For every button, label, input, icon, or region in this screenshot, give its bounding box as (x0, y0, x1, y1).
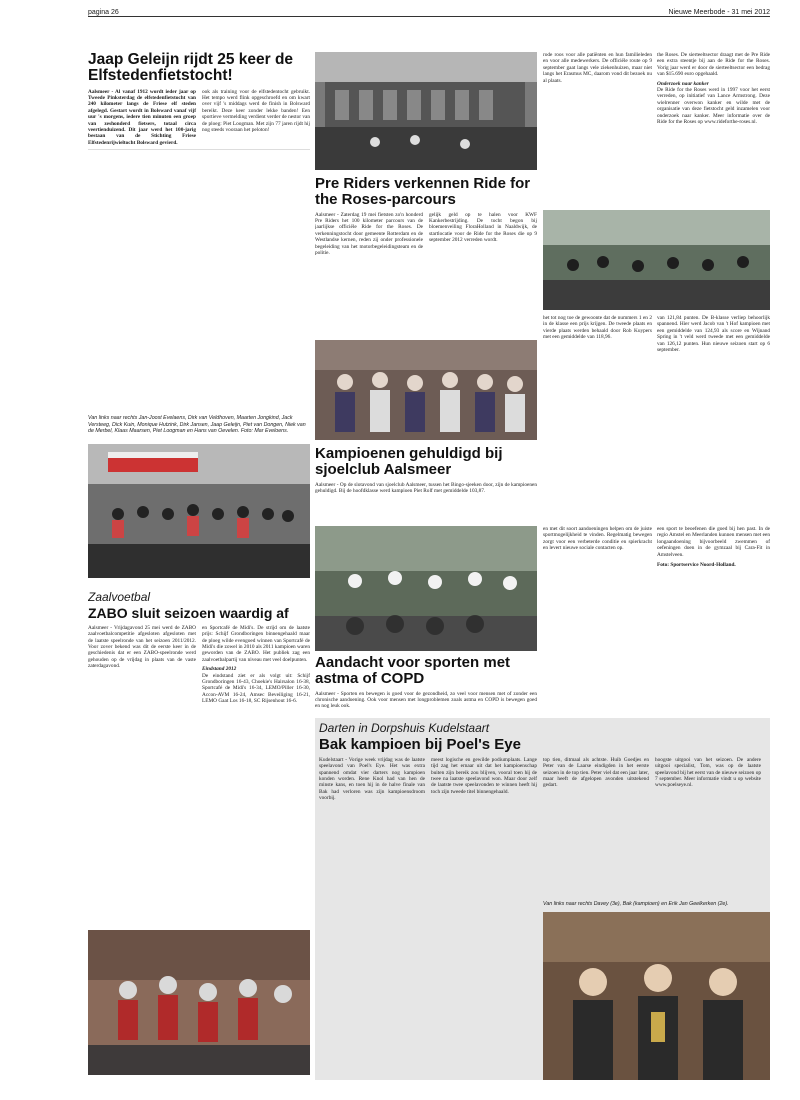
zabo-standings: De eindstand ziet er als volgt uit: Schijf Grondboringen 16-43, Choekie's Hairsalon 16-38, Sportcafé de Midi's 16-34, LEMO/Piller 16-30, Accon-AVM 16-24, Amsec Beveiliging 16-21, LEMO Gaat Los 16-18, SC Rijsenhout 16-6. (202, 672, 310, 705)
darts-caption-box (543, 896, 770, 910)
zabo-column-1: Aalsmeer - Vrijdagavond 25 mei werd de ZABO zaalvoetbalcompetitie afgesloten afgesloten met de laatste speelronde van het seizoen 2011/2012. Voor zover bekend was dit de eerste keer in de geschiedenis dat er een ZABO-speelronde werd gehouden op de vrijdag in plaats van de vaste zaterdagavond. (88, 624, 196, 670)
darts-winners-graphic (543, 912, 770, 1080)
darts-column-2: meest logische en gewilde podiumplaats. Lange tijd zag het ernaar uit dat het kampioenschap buiten zijn bereik zou blijven, vooral toen hij de twee na laatste speelavond won. Maar door zelf de laatste twee speelavonden te winnen heeft hij toch zijn tweede titel binnengehaald. (431, 756, 537, 795)
article-sjoel (315, 446, 537, 526)
darts-section-label: Darten in Dorpshuis Kudelstaart (319, 721, 490, 735)
photo-zabo-team (88, 930, 310, 1075)
riders-column-3: rode roos voor alle patiënten en hun familieleden en voor alle medewerkers. De officiële route op 9 september gaat langs vele ziekenhuizen, maar niet langs het Erasmus MC, daarom vond dit bezoek nu al plaats. (543, 52, 652, 84)
sjoel-column-4-box (657, 315, 770, 520)
sjoel-column-1: Aalsmeer - Op de slotavond van sjoelclub Aalsmeer, tussen het Bingo-sjeeken door, zijn de kampioenen gehuldigd. Bij de hoofdklasse werd kampioen Piet Rolf met gemiddelde 103,87. (315, 481, 537, 494)
copd-column-4: een sport te beoefenen die goed bij hen past. In de regio Amstel en Meerlanden kunnen mensen met een longaandoening bijvoorbeeld zwemmen of oefeningen doen in de gymzaal bij Cara-Fit in Amstelveen. (657, 526, 770, 558)
sjoel-headline: Kampioenen gehuldigd bij sjoelclub Aalsmeer (315, 446, 503, 478)
photo-sjoel-champions (315, 340, 537, 440)
darts-column-4: hoogste uitgooi van het seizoen. De andere uitgooi specialist, Tom, was op de laatste speelavond bij het eerst van de nieuwe seizoen op 7 september. Meer informatie vindt u op website www.poelseye.nl. (655, 756, 761, 789)
darts-headline: Bak kampioen bij Poel's Eye (319, 736, 521, 753)
photo-cyclists-group (88, 444, 310, 578)
copd-cycling-graphic (315, 526, 537, 651)
geleijn-headline: Jaap Geleijn rijdt 25 keer de Elfstedenfietstocht! (88, 52, 294, 85)
photo-darts-winners (543, 912, 770, 1080)
copd-photo-credit: Foto: Sportservice Noord-Holland. (657, 562, 736, 569)
photo-copd-cycling (315, 526, 537, 651)
riders-headline: Pre Riders verkennen Ride for the Roses-parcours (315, 176, 531, 208)
geleijn-column-2: ook als training voor de elfstedentocht gebruikt. Het tempo werd flink opgeschroefd en om kwart over vijf 's middags werd de finish in Bolsward bereikt. Deze keer zonder lekke banden! Een sportieve vermelding verdient verder de nestor van de ploeg: Piet Loogman. Met zijn 77 jaren rijdt hij nog steeds vooraan het peloton! (202, 88, 310, 133)
geleijn-caption: Van links naar rechts Jan-Joost Evelaens, Dirk van Veldhoven, Maarten Jongkind, Jack Versteeg, Dick Kuin, Monique Hutzink, Dirk Jansen, Jaap Geleijn, Piet van Dongen, Niek van de Merbel, Klaas Maarsen, Piet Loogman en Hans van Oevelen. Foto: Mar Eveloens. (88, 415, 306, 434)
sjoel-column-4: van 121,84 punten. De B-klasse verliep behoorlijk spannend. Hier werd Jacob van 't Hof kampioen met een gemiddelde van 124,93 als score en Wijnand Spring in 't veld werd tweede met een gemiddelde van 126,12 punten. Hun nieuwe seizoen start op 6 september. (657, 315, 770, 354)
riders-column-4: the Roses. De sierteeltsector draagt met de Pre Ride een extra steentje bij aan de Ride for the Roses. Vorig jaar werd er door de sierteeltsector een bedrag van $15.690 euro opgehaald. (657, 52, 770, 78)
copd-headline: Aandacht voor sporten met astma of COPD (315, 655, 511, 687)
zabo-column-2: en Sportcafé de Midi's. De strijd om de laatste prijs: Schijf Grondboringen binnengehaald maar de ploeg wilde evengoed winnen van Sportcafé de Midi's die zowel in 2010 als 2011 kampioen waren geworden van de ZABO. Het publiek zag een zaalvoetbalpartij van niveau met veel doelpunten. (202, 624, 310, 663)
cyclists-photo-graphic (88, 444, 310, 578)
riders-column-1: Aalsmeer - Zaterdag 19 mei fietsten zo'n honderd Pre Riders het 100 kilometer parcours van de jaarlijkse officiële Ride for the Roses. De verkenningstocht door gemeente Rotterdam en de Westlandse kernen, reden zij onder professionele begeleiding van het motorbegeleidingsteam en de politie. (315, 211, 423, 256)
copd-column-3: en met dit soort aandoeningen helpen om de juiste sportmogelijkheid te vinden. Regelmatig bewegen zorgt voor een verbeterde conditie en spierkracht en levert nieuwe sociale contacten op. (543, 526, 652, 552)
geleijn-caption-box (88, 410, 310, 440)
riders-column-3-box (543, 52, 652, 202)
newspaper-date: Nieuwe Meerbode - 31 mei 2012 (668, 9, 770, 16)
riders-start-graphic (543, 210, 770, 310)
sjoel-column-3-box (543, 315, 652, 520)
riders-column-4b: De Ride for the Roses werd in 1997 voor het eerst verreden, op initiatief van Lance Armstrong. Deze wielrenner overwon kanker en wilde met de organisatie van deze fietstocht geld inzamelen voor onderzoek naar kanker. Meer informatie over de Ride for the Roses op www.rideforthe-roses.nl. (657, 87, 770, 126)
darts-column-3: top tien, ditmaal als achtste. Huib Goedjes en Peter van de Laarse eindigden in het eerste seizoen in de top tien. Peter viel dat een jaar later, maar heeft de afgelopen avonden uitstekend gedart. (543, 756, 649, 789)
riders-column-2: gelijk geld op te halen voor KWF Kankerbestrijding. De tocht begon bij bloemenveiling FloraHolland in Naaldwijk, de startlocatie voor de Ride for the Roses die op 9 september 2012 verreden wordt. (429, 211, 537, 244)
sjoel-column-3: het tot nog toe de gewoonte dat de nummers 1 en 2 in de klasse een prijs krijgen. De tweede plaats en vierde plaats werden behaald door Rob Kuypers met een gemiddelde van 118,96. (543, 315, 652, 341)
zabo-subheading: Eindstand 2012 (202, 666, 237, 673)
geleijn-intro: Aalsmeer - Al vanaf 1912 wordt ieder jaar op Tweede Pinksterdag de elfstedenfietstocht van 240 kilometer langs de Friese elf steden afgelegd. Gestart wordt in Bolsward vanaf vijf uur 's morgens, iedere tien minuten een groep van zeshonderd fietsers, totaal circa veertienduizend. Dit jaar werd het 100-jarig bestaan van de Stichting Friese Elfstedenrijwieltocht Bolsward gevierd. (88, 88, 196, 146)
riders-subheading: Onderzoek naar kanker (657, 80, 709, 87)
page-number: pagina 26 (88, 9, 119, 16)
darts-column-1: Kudelstaart - Vorige week vrijdag was de laatste speelavond van Poel's Eye. Het was extra spannend omdat vier darters nog kampioen konden worden. Rene Knol had van hen de minste kans, en toen hij in de halve finale van Bak had verloren was zijn kampioensdroom voorbij. (319, 756, 425, 802)
photo-riders-building (315, 52, 537, 170)
article-geleijn (88, 52, 310, 462)
darts-caption: Van links naar rechts Davey (3e), Bak (kampioen) en Erik Jan Geelkerken (2e). (543, 901, 729, 908)
sjoel-champions-graphic (315, 340, 537, 440)
copd-column-4-box (657, 526, 770, 716)
article-riders (315, 176, 537, 336)
riders-building-graphic (315, 52, 537, 170)
geleijn-body-filler (88, 149, 310, 300)
header-rule (88, 16, 770, 17)
zabo-headline: ZABO sluit seizoen waardig af (88, 605, 289, 621)
zabo-section-label: Zaalvoetbal (88, 590, 151, 604)
photo-riders-start (543, 210, 770, 310)
copd-column-1: Aalsmeer - Sporten en bewegen is goed voor de gezondheid, zo veel voor mensen met of zonder een chronische aandoening. Ook voor mensen met longproblemen zoals astma en COPD is bewegen goed en nog leuk ook. (315, 690, 537, 710)
riders-column-4-box (657, 52, 770, 202)
zabo-team-graphic (88, 930, 310, 1075)
copd-column-3-box (543, 526, 652, 716)
